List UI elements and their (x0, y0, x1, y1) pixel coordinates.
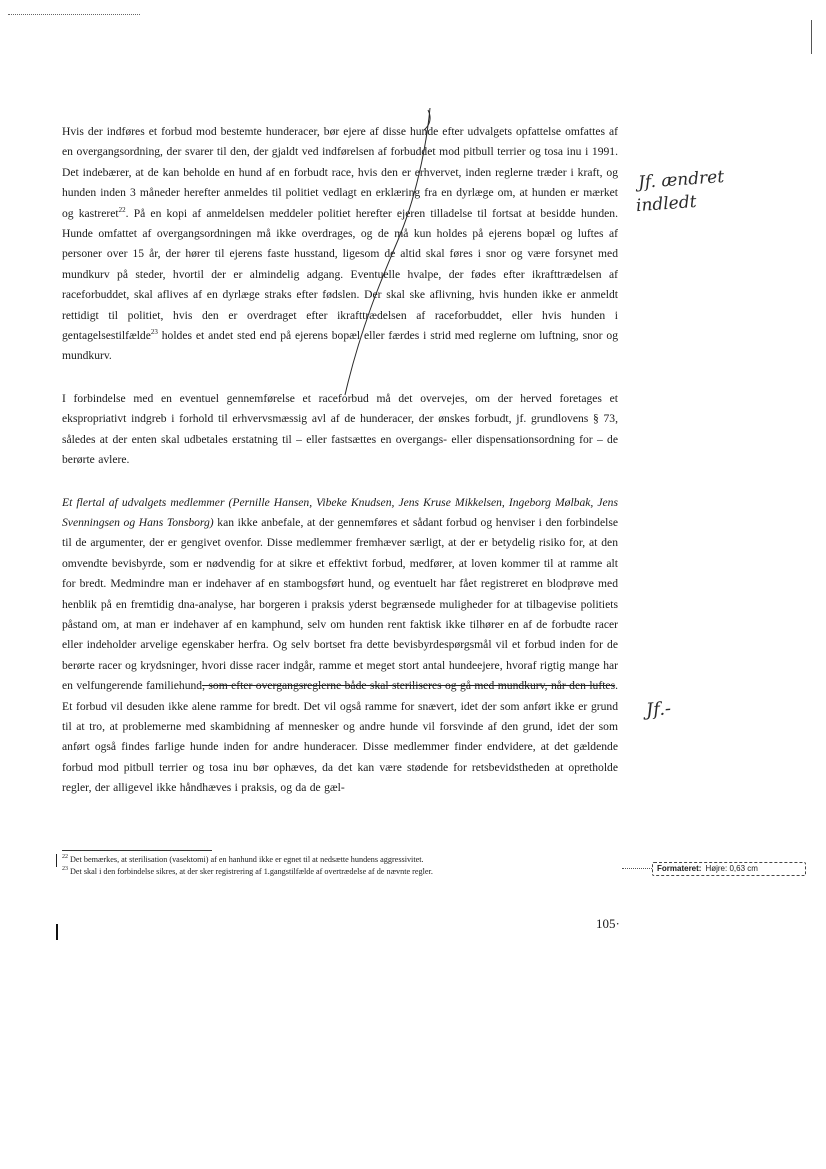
paragraph-overgangsordning (62, 122, 618, 367)
footnote-text: Det bemærkes, at sterilisation (vasektomi) af en hanhund ikke er egnet til at nedsætte hundens aggressivitet. (70, 855, 424, 864)
handwritten-margin-note: Jf. ændret (637, 167, 725, 193)
handwritten-margin-note: indledt (635, 191, 698, 217)
text-cursor-mark (56, 924, 58, 940)
page-number: 105· (596, 916, 620, 931)
footnote-ref-22[interactable]: 22 (118, 205, 126, 214)
deleted-text: , som efter overgangsreglerne både skal steriliseres og gå med mundkurv, når den luftes (202, 679, 616, 693)
comment-leader-line (622, 868, 652, 869)
comment-text: Højre: 0,63 cm (705, 864, 758, 873)
paragraph-3-text-end: . Et forbud vil desuden ikke alene ramme for bredt. Det vil også ramme for snævert, idet der som anført ikke er grund til at tro, at problemerne med skambidning af mennesker og andre hunde vil forsvinde af den grund, idet der som anført også findes farlige hunde inden for andre hunderacer. Disse medlemmer finder endvidere, at det gældende forbud mod pitbull terrier og tosa inu bør ophæves, da det kan være stødende for retsbevidstheden at opretholde regler, der alligevel ikke håndhæves i praksis, og da de gæl- (62, 679, 619, 795)
edge-mark (811, 20, 812, 54)
footnote-number: 23 (62, 865, 68, 872)
paragraph-1-text: Hvis der indføres et forbud mod bestemte hunderacer, bør ejere af disse hunde efter udvalgets opfattelse omfattes af en overgangsordning, der svarer til den, der gjaldt ved indførelsen af forbuddet mod pitbull terrier og tosa inu i 1991. Det indebærer, at de kan beholde en hund af en forbudt race, hvis den er erhvervet, inden reglerne træder i kraft, og hunden inden 3 måneder herefter anmeldes til politiet vedlagt en erklæring fra en dyrlæge om, at hunden er mærket og kastreret (62, 125, 618, 220)
footnote-22 (62, 854, 618, 866)
footnote-text: Det skal i den forbindelse sikres, at der sker registrering af 1.gangstilfælde af overtrædelse af de nævnte regler. (70, 866, 433, 876)
formatting-comment-balloon[interactable] (652, 862, 806, 876)
footnote-23 (62, 866, 618, 878)
footnote-ref-23[interactable]: 23 (150, 328, 158, 337)
body-text (62, 122, 618, 799)
paragraph-1-text-cont: . På en kopi af anmeldelsen meddeler politiet herefter ejeren tilladelse til fortsat at besidde hunden. Hunde omfattet af overgangsordningen må ikke overdrages, og de må kun holdes på ejerens bopæl og luftes af personer over 15 år, der hører til ejerens faste husstand, ligesom de altid skal føres i snor og være forsynet med mundkurv på steder, hvortil der er almindelig adgang. Eventuelle hvalpe, der fødes efter ikrafttrædelsen af raceforbuddet, skal aflives af en dyrlæge straks efter fødslen. Der skal ske aflivning, hvis hunden ikke er anmeldt rettidigt til politiet, hvis den er overdraget efter ikrafttrædelsen af raceforbuddet, eller hvis hunden i gentagelsestilfælde (62, 206, 618, 343)
paragraph-3-text: kan ikke anbefale, at der gennemføres et sådant forbud og henviser i den forbindelse til de argumenter, der er gengivet ovenfor. Disse medlemmer fremhæver særligt, at der er betydelig risiko for, at den omvendte bevisbyrde, som er nødvendig for at sikre et effektivt forbud, medfører, at loven kommer til at ramme alt for bredt. Medmindre man er indehaver af en stambogsført hund, og eventuelt har fået registreret en blodprøve med henblik på en fremtidig dna-analyse, har borgeren i praksis yderst begrænsede muligheder for at tilbagevise politiets påstand om, at man er indehaver af en kamphund, selv om hunden rent faktisk ikke tilhører en af de forbudte racer eller indeholder arvelige egenskaber herfra. Og selv bortset fra dette bevisbyrdespørgsmål vil et forbud inden for de berørte racer og krydsninger, hvori disse racer indgår, ramme et meget stort antal hundeejere, hvoraf rigtig mange har en velfungerende familiehund (62, 515, 618, 693)
paragraph-1-text-end: holdes et andet sted end på ejerens bopæl eller færdes i strid med reglerne om luftning, snor og mundkurv. (62, 329, 618, 363)
comment-label: Formateret: (657, 864, 702, 873)
footnote-number: 22 (62, 854, 68, 861)
handwritten-margin-note: Jf.- (645, 698, 672, 721)
footnote-separator (62, 850, 212, 851)
paragraph-flertal (62, 493, 618, 799)
header-dotted-rule (8, 14, 140, 15)
paragraph-ekspropriation (62, 389, 618, 471)
paragraph-2-text: I forbindelse med en eventuel gennemførelse et raceforbud må det overvejes, om der herved foretages et ekspropriativt indgreb i forhold til erhvervsmæssig avl af de hunderacer, der ønskes forbudt, jf. grundlovens § 73, således at der enten skal udbetales erstatning til – eller fastsættes en overgangs- eller dispensationsordning for – de berørte avlere. (62, 391, 618, 467)
majority-members-lead: Et flertal af udvalgets medlemmer (Pernille Hansen, Vibeke Knudsen, Jens Kruse Mikkelsen, Ingeborg Mølbak, Jens Svenningsen og Hans Tonsborg) (62, 495, 618, 529)
footnotes (62, 850, 618, 877)
footnote-change-bar (56, 854, 57, 867)
